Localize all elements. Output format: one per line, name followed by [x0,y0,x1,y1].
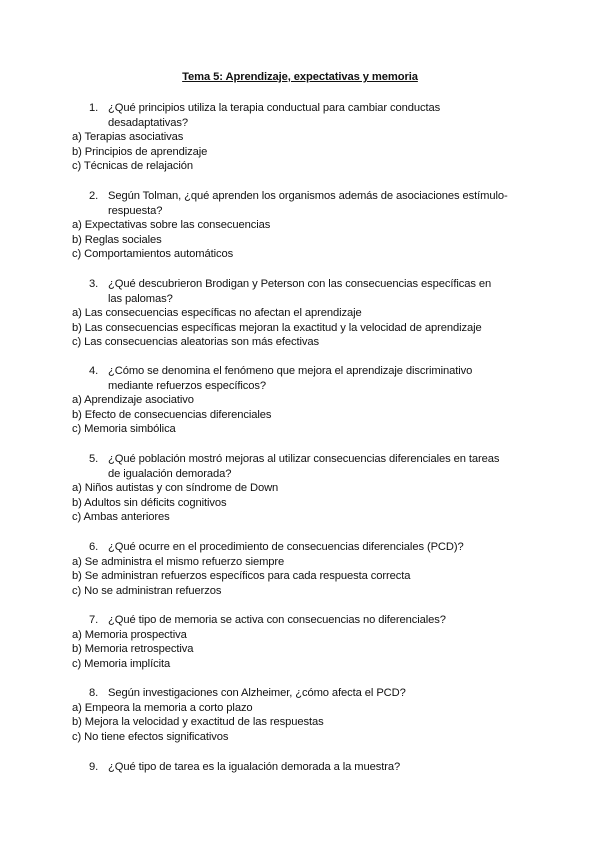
answer-option: a) Niños autistas y con síndrome de Down [72,482,279,494]
question-block [0,540,600,598]
answer-options [72,481,600,525]
question-text [89,189,508,218]
question-text [89,686,508,701]
question-number: 6. [89,541,99,553]
question-label: ¿Cómo se denomina el fenómeno que mejora el aprendizaje discriminativo mediante refuerzos específicos? [108,365,473,392]
answer-options [72,306,600,350]
answer-option: b) Adultos sin déficits cognitivos [72,496,227,509]
question-block [0,686,600,744]
answer-option: b) Las consecuencias específicas mejoran la exactitud y la velocidad de aprendizaje [72,321,482,334]
answer-option: c) Memoria implícita [72,657,171,670]
question-text [89,613,508,628]
answer-option: c) Técnicas de relajación [72,160,194,173]
answer-options [72,701,600,745]
answer-option: a) Expectativas sobre las consecuencias [72,219,271,231]
question-block [0,364,600,437]
answer-option: b) Mejora la velocidad y exactitud de las respuestas [72,716,324,729]
question-block [0,277,600,350]
question-label: ¿Qué población mostró mejoras al utilizar consecuencias diferenciales en tareas de igualación demorada? [108,453,500,480]
answer-option: c) No se administran refuerzos [72,584,222,597]
question-block [0,189,600,262]
question-number: 7. [89,614,99,626]
question-label: ¿Qué descubrieron Brodigan y Peterson con las consecuencias específicas en las palomas? [108,278,492,305]
answer-option: a) Las consecuencias específicas no afectan el aprendizaje [72,307,362,319]
question-number: 9. [89,761,99,773]
question-text [89,101,508,130]
answer-options [72,555,600,599]
answer-option: b) Reglas sociales [72,233,162,246]
question-number: 8. [89,687,99,699]
answer-option: c) Las consecuencias aleatorias son más efectivas [72,336,319,349]
question-label: ¿Qué tipo de tarea es la igualación demorada a la muestra? [108,761,401,773]
question-text [89,760,508,775]
question-number: 5. [89,453,99,465]
question-number: 1. [89,102,99,114]
answer-option: b) Principios de aprendizaje [72,145,208,158]
answer-option: a) Aprendizaje asociativo [72,394,194,406]
answer-options [72,218,600,262]
answer-option: c) No tiene efectos significativos [72,730,229,743]
question-text [89,452,508,481]
question-text [89,364,508,393]
answer-option: b) Efecto de consecuencias diferenciales [72,408,272,421]
answer-options [72,628,600,672]
question-block [0,101,600,174]
answer-option: c) Memoria simbólica [72,423,176,436]
answer-option: c) Ambas anteriores [72,511,170,524]
question-number: 4. [89,365,99,377]
question-label: Según Tolman, ¿qué aprenden los organismos además de asociaciones estímulo-respuesta? [108,190,508,217]
answer-option: a) Se administra el mismo refuerzo siempre [72,555,285,568]
question-block [0,452,600,525]
answer-options [72,393,600,437]
question-text [89,277,508,306]
question-label: ¿Qué ocurre en el procedimiento de consecuencias diferenciales (PCD)? [108,541,464,553]
answer-option: b) Memoria retrospectiva [72,643,194,656]
question-number: 3. [89,278,99,290]
question-block [0,760,600,775]
document-title: Tema 5: Aprendizaje, expectativas y memoria [182,71,418,83]
question-label: ¿Qué principios utiliza la terapia conductual para cambiar conductas desadaptativas? [108,102,441,129]
question-label: Según investigaciones con Alzheimer, ¿cómo afecta el PCD? [108,687,406,699]
question-block [0,613,600,671]
answer-option: a) Memoria prospectiva [72,628,187,641]
question-text [89,540,508,555]
question-label: ¿Qué tipo de memoria se activa con consecuencias no diferenciales? [108,614,446,626]
answer-option: b) Se administran refuerzos específicos para cada respuesta correcta [72,570,411,583]
answer-option: a) Terapias asociativas [72,131,184,143]
answer-option: c) Comportamientos automáticos [72,248,234,261]
answer-options [72,130,600,174]
answer-option: a) Empeora la memoria a corto plazo [72,701,253,714]
question-number: 2. [89,190,99,202]
